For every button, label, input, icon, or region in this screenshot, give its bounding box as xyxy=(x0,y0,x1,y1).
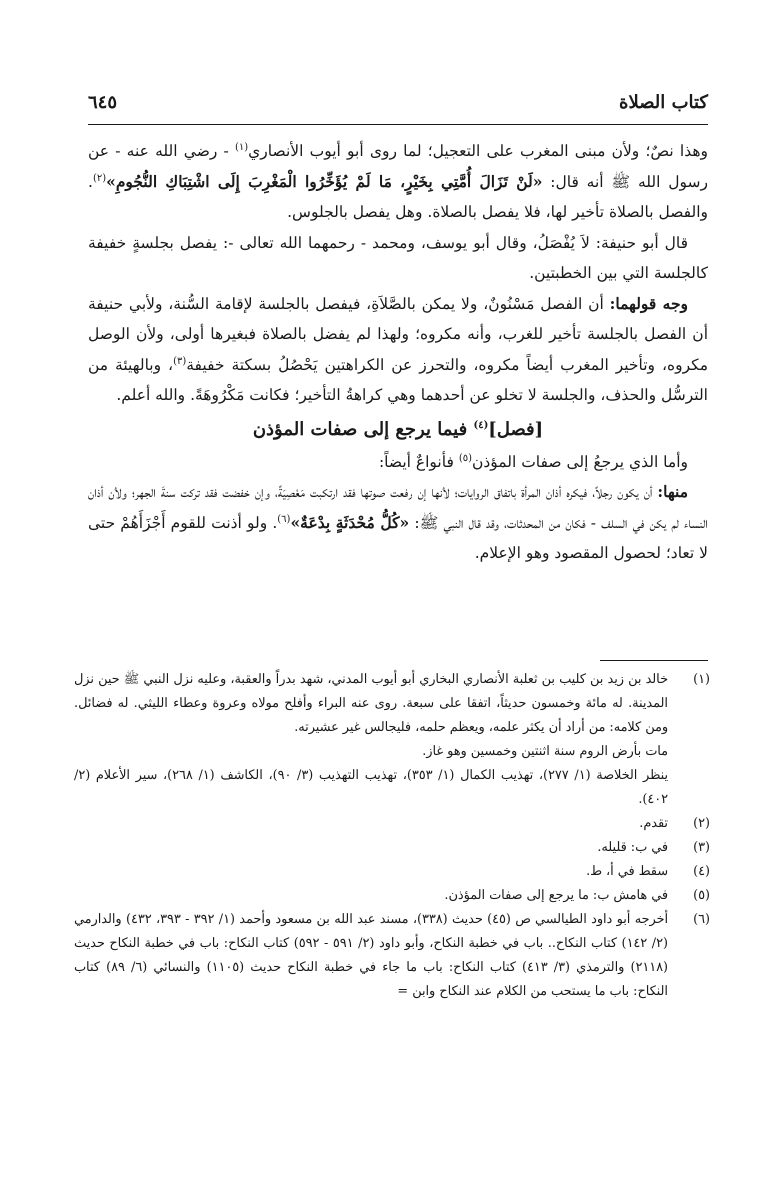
paragraph-4 xyxy=(88,447,708,478)
footnote-number: (١) xyxy=(693,672,710,687)
p4-text-b: فأنواعٌ أيضاً: xyxy=(378,452,459,471)
footnote-line: خالد بن زيد بن كليب بن ثعلبة الأنصاري البخاري أبو أيوب المدني، شهد بدراً والعقبة، وعليه نزل النبي ﷺ حين نزل المدينة. له مائة وخمسون حديثاً، اتفقا على سبعة. روى عنه البراء وأفلح مولاه وعروة وعطاء الليثي. له فضائل. ومن كلامه: من أراد أن يكثر علمه، ويعظم حلمه، فليجالس غير عشيرته. xyxy=(74,672,668,735)
footnote-ref-2: (٢) xyxy=(92,172,107,184)
p1-text-a: وهذا نصٌ؛ ولأن مبنى المغرب على التعجيل؛ لما روى أبو أيوب الأنصاري xyxy=(248,142,708,160)
footnote-ref-6: (٦) xyxy=(277,513,291,525)
footnote-line: في هامش ب: ما يرجع إلى صفات المؤذن. xyxy=(444,888,668,903)
p1-text-c: . والفصل بالصلاة تأخير لها، فلا يفصل بالصلاة. وهل يفصل بالجلوس. xyxy=(88,172,708,221)
p4-text-a: وأما الذي يرجعُ إلى صفات المؤذن xyxy=(472,452,688,471)
footnote-number: (٢) xyxy=(693,816,710,831)
footnote-line: مات بأرض الروم سنة اثنتين وخمسين وهو غاز. xyxy=(422,744,668,759)
paragraph-3 xyxy=(88,289,708,411)
p2-text: قال أبو حنيفة: لاَ يُفْصَلُ، وقال أبو يوسف، ومحمد - رحمهما الله تعالى -: يفصل بجلسةٍ خفيفة كالجلسة التي بين الخطبتين. xyxy=(88,233,708,282)
footnote-6 xyxy=(74,908,710,1004)
footnote-line: أخرجه أبو داود الطيالسي ص (٤٥) حديث (٣٣٨)، مسند عبد الله بن مسعود وأحمد (١/ ٣٩٢ - ٣٩٣، ٤٣٢) والدارمي (٢/ ١٤٢) كتاب النكاح.. باب في خطبة النكاح، وأبو داود (٢/ ٥٩١ - ٥٩٢) كتاب النكاح: باب في خطبة النكاح حديث (٢١١٨) والترمذي (٣/ ٤١٣) كتاب النكاح: باب ما جاء في خطبة النكاح حديث (١١٠٥) والنسائي (٦/ ٨٩) كتاب النكاح: باب ما يستحب من الكلام عند النكاح وابن = xyxy=(74,912,668,999)
p5-text-b: . ولو أذنت للقوم أَجْزَأَهُمْ حتى لا تعاد؛ لحصول المقصود وهو الإعلام. xyxy=(88,513,708,562)
footnote-ref-4: (٤) xyxy=(473,419,489,431)
footnote-separator xyxy=(600,660,708,661)
paragraph-5 xyxy=(88,477,708,569)
footnote-number: (٣) xyxy=(693,840,710,855)
p3-label: وجه قولهما: xyxy=(609,293,689,313)
footnote-4 xyxy=(74,860,710,884)
footnote-2 xyxy=(74,812,710,836)
footnote-1 xyxy=(74,668,710,812)
section-heading xyxy=(88,413,708,447)
footnote-line: تقدم. xyxy=(639,816,668,831)
main-text xyxy=(88,136,708,569)
paragraph-1 xyxy=(88,136,708,228)
p5-text-a: أن يكون رجلاً، فيكره أذان المرأة باتفاق الروايات؛ لأنها إن رفعت صوتها فقد ارتكبت مَعْصِيَةً، وإن خفضت فقد تركت سنةَ الجهر؛ ولأن أذان النساء لم يكن في السلف - فكان من المحدثات، وقد قال النبي ﷺ: xyxy=(88,483,708,532)
footnote-number: (٤) xyxy=(693,864,710,879)
hadith-quote-1: «لَنْ تَزَالَ أُمَّتِي بِخَيْرٍ، مَا لَمْ يُؤَخِّرُوا الْمَغْرِبَ إِلَى اشْتِبَاكِ النُّجُومِ» xyxy=(106,171,543,191)
p5-label: منها: xyxy=(657,482,688,501)
hadith-quote-2: «كُلُّ مُحْدَثَةٍ بِدْعَةٌ» xyxy=(290,512,410,532)
p3-text-b: ، وبالهيئة من الترسُّل والحذف، والجلسة لا تخلو عن أحدهما وهي كراهةُ التأخير؛ فكانت مَكْرُوهَةً. والله أعلم. xyxy=(88,355,708,404)
heading-text-a: [فصل] xyxy=(488,418,544,440)
footnote-number: (٦) xyxy=(693,912,710,927)
footnote-5 xyxy=(74,884,710,908)
footnote-number: (٥) xyxy=(693,888,710,903)
footnote-line: ينظر الخلاصة (١/ ٢٧٧)، تهذيب الكمال (١/ ٣٥٣)، تهذيب التهذيب (٣/ ٩٠)، الكاشف (١/ ٢٦٨)، سير الأعلام (٢/ ٤٠٢). xyxy=(74,768,669,807)
paragraph-2 xyxy=(88,228,708,289)
footnote-ref-3: (٣) xyxy=(173,355,187,367)
p3-text-a: أن الفصل مَسْنُونٌ، ولا يمكن بالصَّلاَةِ، فيفصل بالجلسة لإقامة السُّنة، ولأبي حنيفة أن الفصل بالجلسة تأخير للغرب، وأنه مكروه؛ ولهذا لم يفضل بالصلاة فبغيرها أولى، ولأن الوصل مكروه، وتأخير المغرب أيضاً مكروه، والتحرز عن الكراهتين يَحْصُلُ بسكتة خفيفة xyxy=(88,294,708,374)
page-header xyxy=(88,92,708,118)
p1-text-b: - رضي الله عنه - عن رسول الله ﷺ أنه قال: xyxy=(88,142,708,191)
footnotes xyxy=(74,668,710,1004)
heading-text-b: فيما يرجع إلى صفات المؤذن xyxy=(252,418,474,440)
running-title: كتاب الصلاة xyxy=(619,92,708,113)
footnote-ref-1: (١) xyxy=(234,141,249,153)
footnote-ref-5: (٥) xyxy=(458,452,472,464)
footnote-line: في ب: قليله. xyxy=(597,840,668,855)
footnote-3 xyxy=(74,836,710,860)
footnote-line: سقط في أ، ط. xyxy=(586,864,668,879)
page-number: ٦٤٥ xyxy=(88,92,118,113)
header-rule xyxy=(88,124,708,125)
